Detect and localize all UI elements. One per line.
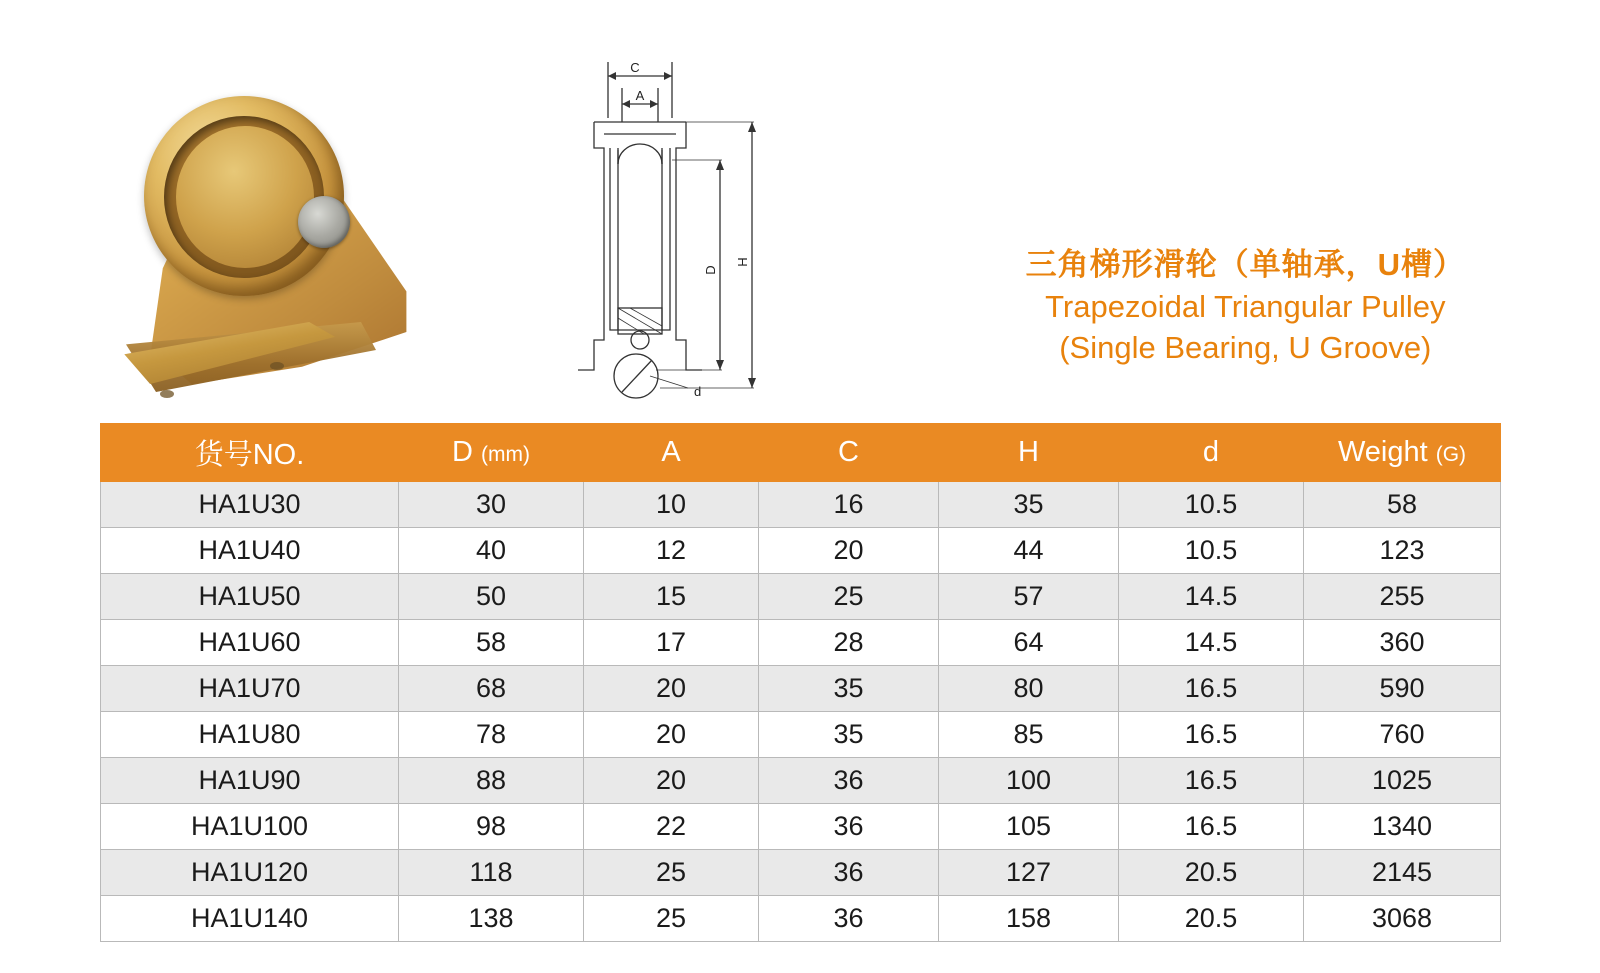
cell-weight: 1025 bbox=[1304, 758, 1501, 804]
table-row bbox=[101, 896, 1501, 942]
table-header-row bbox=[101, 424, 1501, 482]
cell-weight: 760 bbox=[1304, 712, 1501, 758]
cell-h: 57 bbox=[939, 574, 1119, 620]
cell-a: 12 bbox=[584, 528, 759, 574]
cell-no: HA1U50 bbox=[101, 574, 399, 620]
product-title-block bbox=[1026, 245, 1465, 368]
cell-h: 64 bbox=[939, 620, 1119, 666]
table-row bbox=[101, 666, 1501, 712]
cell-h: 158 bbox=[939, 896, 1119, 942]
cell-c: 35 bbox=[759, 712, 939, 758]
cell-no: HA1U70 bbox=[101, 666, 399, 712]
cell-d-small: 20.5 bbox=[1119, 850, 1304, 896]
cell-a: 17 bbox=[584, 620, 759, 666]
technical-drawing bbox=[560, 40, 790, 400]
mounting-hole bbox=[270, 362, 284, 370]
column-header-weight: Weight (G) bbox=[1304, 424, 1501, 482]
mounting-hole bbox=[160, 390, 174, 398]
table-row bbox=[101, 758, 1501, 804]
pulley-bracket bbox=[120, 90, 420, 380]
bearing-hub bbox=[298, 196, 350, 248]
cell-h: 80 bbox=[939, 666, 1119, 712]
cell-no: HA1U120 bbox=[101, 850, 399, 896]
cell-a: 20 bbox=[584, 758, 759, 804]
table-row bbox=[101, 528, 1501, 574]
cell-weight: 3068 bbox=[1304, 896, 1501, 942]
cell-d: 98 bbox=[399, 804, 584, 850]
cell-d: 40 bbox=[399, 528, 584, 574]
cell-d-small: 10.5 bbox=[1119, 528, 1304, 574]
cell-no: HA1U140 bbox=[101, 896, 399, 942]
cell-h: 85 bbox=[939, 712, 1119, 758]
cell-c: 36 bbox=[759, 850, 939, 896]
cell-weight: 58 bbox=[1304, 482, 1501, 528]
column-header-h: H bbox=[939, 424, 1119, 482]
cell-no: HA1U60 bbox=[101, 620, 399, 666]
cell-weight: 1340 bbox=[1304, 804, 1501, 850]
cell-a: 25 bbox=[584, 896, 759, 942]
column-header-c: C bbox=[759, 424, 939, 482]
title-english-line1: Trapezoidal Triangular Pulley bbox=[1045, 288, 1446, 324]
dimension-diagram bbox=[560, 40, 790, 400]
column-header-no: 货号NO. bbox=[101, 424, 399, 482]
label-h: H bbox=[735, 257, 750, 267]
cell-h: 127 bbox=[939, 850, 1119, 896]
cell-d-small: 16.5 bbox=[1119, 666, 1304, 712]
cell-no: HA1U30 bbox=[101, 482, 399, 528]
table-body bbox=[101, 482, 1501, 942]
cell-d-small: 20.5 bbox=[1119, 896, 1304, 942]
cell-d: 68 bbox=[399, 666, 584, 712]
cell-d-small: 16.5 bbox=[1119, 712, 1304, 758]
cell-d-small: 16.5 bbox=[1119, 804, 1304, 850]
cell-weight: 360 bbox=[1304, 620, 1501, 666]
table-header bbox=[101, 424, 1501, 482]
table-row bbox=[101, 620, 1501, 666]
cell-d-small: 10.5 bbox=[1119, 482, 1304, 528]
cell-a: 10 bbox=[584, 482, 759, 528]
cell-d: 30 bbox=[399, 482, 584, 528]
cell-d-small: 16.5 bbox=[1119, 758, 1304, 804]
column-header-d: D (mm) bbox=[399, 424, 584, 482]
cell-a: 15 bbox=[584, 574, 759, 620]
cell-no: HA1U100 bbox=[101, 804, 399, 850]
cell-d: 50 bbox=[399, 574, 584, 620]
cell-h: 105 bbox=[939, 804, 1119, 850]
spec-table bbox=[100, 423, 1501, 942]
cell-d: 58 bbox=[399, 620, 584, 666]
label-c: C bbox=[630, 60, 640, 75]
cell-c: 36 bbox=[759, 758, 939, 804]
title-chinese: 三角梯形滑轮（单轴承，U槽） bbox=[1025, 247, 1465, 282]
cell-c: 36 bbox=[759, 804, 939, 850]
cell-c: 35 bbox=[759, 666, 939, 712]
spec-table-container bbox=[100, 423, 1500, 942]
product-photo bbox=[110, 50, 440, 380]
cell-weight: 590 bbox=[1304, 666, 1501, 712]
cell-c: 20 bbox=[759, 528, 939, 574]
cell-d: 88 bbox=[399, 758, 584, 804]
cell-a: 25 bbox=[584, 850, 759, 896]
cell-a: 22 bbox=[584, 804, 759, 850]
cell-a: 20 bbox=[584, 666, 759, 712]
cell-d: 118 bbox=[399, 850, 584, 896]
wheel-inner-face bbox=[176, 126, 314, 268]
cell-d-small: 14.5 bbox=[1119, 620, 1304, 666]
table-row bbox=[101, 712, 1501, 758]
table-row bbox=[101, 482, 1501, 528]
cell-c: 28 bbox=[759, 620, 939, 666]
cell-no: HA1U80 bbox=[101, 712, 399, 758]
table-row bbox=[101, 850, 1501, 896]
cell-weight: 2145 bbox=[1304, 850, 1501, 896]
label-a: A bbox=[635, 88, 645, 103]
cell-d-small: 14.5 bbox=[1119, 574, 1304, 620]
cell-c: 36 bbox=[759, 896, 939, 942]
table-row bbox=[101, 574, 1501, 620]
cell-a: 20 bbox=[584, 712, 759, 758]
cell-weight: 255 bbox=[1304, 574, 1501, 620]
cell-c: 16 bbox=[759, 482, 939, 528]
label-d-large: D bbox=[703, 265, 718, 275]
cell-h: 44 bbox=[939, 528, 1119, 574]
cell-h: 100 bbox=[939, 758, 1119, 804]
cell-no: HA1U90 bbox=[101, 758, 399, 804]
cell-h: 35 bbox=[939, 482, 1119, 528]
table-row bbox=[101, 804, 1501, 850]
header-section bbox=[0, 0, 1600, 410]
cell-d: 78 bbox=[399, 712, 584, 758]
cell-no: HA1U40 bbox=[101, 528, 399, 574]
title-english-line2: (Single Bearing, U Groove) bbox=[1059, 330, 1432, 366]
cell-weight: 123 bbox=[1304, 528, 1501, 574]
column-header-d-small: d bbox=[1119, 424, 1304, 482]
cell-c: 25 bbox=[759, 574, 939, 620]
label-d-small: d bbox=[694, 384, 702, 399]
cell-d: 138 bbox=[399, 896, 584, 942]
column-header-a: A bbox=[584, 424, 759, 482]
